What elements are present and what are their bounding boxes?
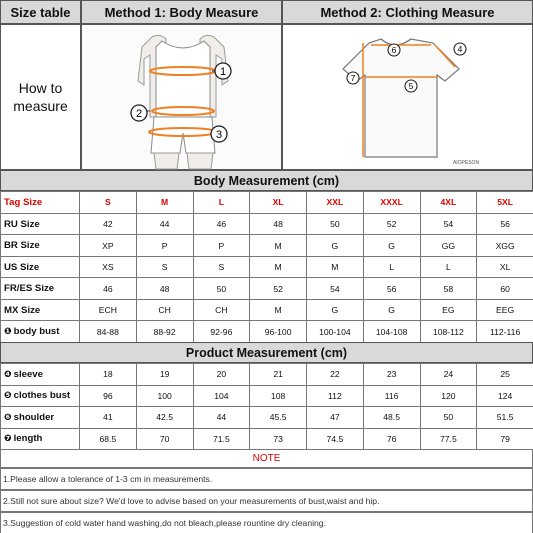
table-cell: 42.5 — [136, 407, 193, 429]
table-cell: 92-96 — [193, 321, 250, 343]
tshirt-figure — [283, 25, 533, 171]
table-cell: 108-112 — [420, 321, 477, 343]
table-cell: 56 — [477, 213, 533, 235]
row-label — [1, 299, 80, 321]
clothing-measure-illustration — [282, 24, 533, 170]
table-cell: 50 — [420, 407, 477, 429]
body-table-row — [1, 299, 533, 321]
body-measurement-table — [0, 191, 533, 343]
table-cell: 104-108 — [363, 321, 420, 343]
table-cell: M — [307, 256, 364, 278]
product-table-row — [1, 385, 533, 407]
note-1 — [0, 468, 533, 490]
row-number-icon: ❻ — [4, 411, 12, 422]
row-label-text: sleeve — [13, 368, 43, 380]
marker-6-label: 6 — [391, 45, 397, 55]
table-cell: P — [193, 235, 250, 257]
table-cell: 20 — [193, 364, 250, 386]
note-3 — [0, 512, 533, 533]
table-cell: L — [420, 256, 477, 278]
table-cell: 54 — [420, 213, 477, 235]
tag-size-label: Tag Size — [1, 192, 80, 214]
table-cell: 25 — [477, 364, 533, 386]
table-cell: 112 — [307, 385, 364, 407]
measure-text: measure — [13, 98, 68, 114]
table-cell: XS — [80, 256, 137, 278]
table-cell: 68.5 — [80, 428, 137, 450]
body-table-row — [1, 256, 533, 278]
row-label-text: US Size — [4, 261, 40, 273]
table-cell: 70 — [136, 428, 193, 450]
table-cell: 77.5 — [420, 428, 477, 450]
table-cell: 22 — [307, 364, 364, 386]
table-cell: 60 — [477, 278, 533, 300]
body-table-row — [1, 235, 533, 257]
table-cell: 52 — [250, 278, 307, 300]
row-label — [1, 256, 80, 278]
tag-size-cell: 5XL — [477, 192, 533, 214]
table-cell: EG — [420, 299, 477, 321]
marker-3-label: 3 — [215, 129, 223, 141]
note-1-text: 1.Please allow a tolerance of 1-3 cm in measurements. — [3, 474, 213, 484]
marker-5-label: 5 — [408, 81, 414, 91]
tag-size-cell: S — [80, 192, 137, 214]
tag-size-cell: XL — [250, 192, 307, 214]
table-cell: 116 — [363, 385, 420, 407]
table-cell: 104 — [193, 385, 250, 407]
table-cell: EEG — [477, 299, 533, 321]
note-2-text: 2.Still not sure about size? We'd love to advise based on your measurements of bust,waist and hip. — [3, 496, 380, 506]
row-number-icon: ❹ — [4, 368, 12, 379]
table-cell: 44 — [136, 213, 193, 235]
body-measurement-header — [0, 170, 533, 191]
product-measurement-table — [0, 363, 533, 450]
table-cell: 19 — [136, 364, 193, 386]
table-cell: 23 — [363, 364, 420, 386]
marker-2-label: 2 — [135, 108, 143, 120]
table-cell: P — [136, 235, 193, 257]
table-cell: 112-116 — [477, 321, 533, 343]
table-cell: 48 — [136, 278, 193, 300]
table-cell: 48 — [250, 213, 307, 235]
row-number-icon: ❼ — [4, 433, 12, 444]
row-label — [1, 213, 80, 235]
table-cell: XGG — [477, 235, 533, 257]
row-label — [1, 407, 80, 429]
body-measure-illustration — [81, 24, 282, 170]
row-label — [1, 235, 80, 257]
table-cell: GG — [420, 235, 477, 257]
note-3-text: 3.Suggestion of cold water hand washing,do not bleach,please rountine dry cleaning. — [3, 518, 326, 528]
table-cell: 54 — [307, 278, 364, 300]
table-cell: G — [363, 235, 420, 257]
table-cell: CH — [193, 299, 250, 321]
product-measurement-header — [0, 342, 533, 363]
table-cell: M — [250, 235, 307, 257]
table-cell: 76 — [363, 428, 420, 450]
row-label — [1, 364, 80, 386]
table-cell: CH — [136, 299, 193, 321]
mannequin-figure — [82, 25, 283, 171]
table-cell: 44 — [193, 407, 250, 429]
marker-7-label: 7 — [350, 73, 356, 83]
table-cell: 79 — [477, 428, 533, 450]
table-cell: 41 — [80, 407, 137, 429]
table-cell: 96-100 — [250, 321, 307, 343]
table-cell: 50 — [193, 278, 250, 300]
tag-size-cell: XXXL — [363, 192, 420, 214]
product-measurement-title: Product Measurement (cm) — [185, 345, 348, 360]
tag-size-cell: M — [136, 192, 193, 214]
table-cell: 46 — [80, 278, 137, 300]
table-cell: ECH — [80, 299, 137, 321]
table-cell: 71.5 — [193, 428, 250, 450]
how-to-measure-cell — [0, 24, 81, 170]
body-table-row — [1, 278, 533, 300]
table-cell: 56 — [363, 278, 420, 300]
table-cell: XL — [477, 256, 533, 278]
note-title-text: NOTE — [252, 453, 281, 464]
note-2 — [0, 490, 533, 512]
table-cell: 120 — [420, 385, 477, 407]
body-table-row — [1, 321, 533, 343]
table-cell: M — [250, 256, 307, 278]
table-cell: 47 — [307, 407, 364, 429]
row-label-text: FR/ES Size — [4, 283, 55, 295]
row-label-text: RU Size — [4, 218, 40, 230]
product-table-row — [1, 407, 533, 429]
method1-title: Method 1: Body Measure — [104, 4, 259, 20]
row-label — [1, 428, 80, 450]
table-cell: 48.5 — [363, 407, 420, 429]
table-cell: XP — [80, 235, 137, 257]
table-cell: 84-88 — [80, 321, 137, 343]
table-cell: S — [193, 256, 250, 278]
table-cell: 73 — [250, 428, 307, 450]
table-cell: M — [250, 299, 307, 321]
row-label — [1, 385, 80, 407]
brand-label: AIOPESON — [452, 160, 480, 166]
row-label-text: clothes bust — [13, 390, 71, 402]
how-to-text: How to — [18, 80, 63, 96]
table-cell: 24 — [420, 364, 477, 386]
table-cell: 100-104 — [307, 321, 364, 343]
product-table-row — [1, 364, 533, 386]
row-label — [1, 278, 80, 300]
body-table-row — [1, 213, 533, 235]
row-label-text: body bust — [13, 326, 60, 338]
table-cell: 58 — [420, 278, 477, 300]
row-label-text: MX Size — [4, 304, 41, 316]
row-number-icon: ❺ — [4, 390, 12, 401]
tag-size-cell: XXL — [307, 192, 364, 214]
table-cell: 100 — [136, 385, 193, 407]
marker-1-label: 1 — [219, 66, 227, 78]
method2-header — [282, 0, 533, 24]
table-cell: L — [363, 256, 420, 278]
tag-size-row — [1, 192, 533, 214]
product-table-row — [1, 428, 533, 450]
table-cell: 45.5 — [250, 407, 307, 429]
table-cell: 52 — [363, 213, 420, 235]
table-cell: 124 — [477, 385, 533, 407]
row-label-text: shoulder — [13, 411, 55, 423]
row-label — [1, 321, 80, 343]
table-cell: 88-92 — [136, 321, 193, 343]
table-cell: G — [363, 299, 420, 321]
tag-size-cell: L — [193, 192, 250, 214]
size-table-header — [0, 0, 81, 24]
table-cell: 42 — [80, 213, 137, 235]
row-label-text: BR Size — [4, 240, 40, 252]
table-cell: G — [307, 235, 364, 257]
body-measurement-title: Body Measurement (cm) — [193, 173, 340, 188]
table-cell: 21 — [250, 364, 307, 386]
size-table-title: Size table — [10, 4, 71, 20]
table-cell: 96 — [80, 385, 137, 407]
table-cell: 108 — [250, 385, 307, 407]
method2-title: Method 2: Clothing Measure — [320, 4, 495, 20]
table-cell: 46 — [193, 213, 250, 235]
row-label-text: length — [13, 433, 43, 445]
table-cell: 50 — [307, 213, 364, 235]
tag-size-cell: 4XL — [420, 192, 477, 214]
table-cell: 74.5 — [307, 428, 364, 450]
table-cell: G — [307, 299, 364, 321]
row-number-icon: ❶ — [4, 326, 12, 337]
table-cell: S — [136, 256, 193, 278]
note-title — [0, 449, 533, 468]
method1-header — [81, 0, 282, 24]
marker-4-label: 4 — [457, 44, 463, 54]
table-cell: 18 — [80, 364, 137, 386]
table-cell: 51.5 — [477, 407, 533, 429]
